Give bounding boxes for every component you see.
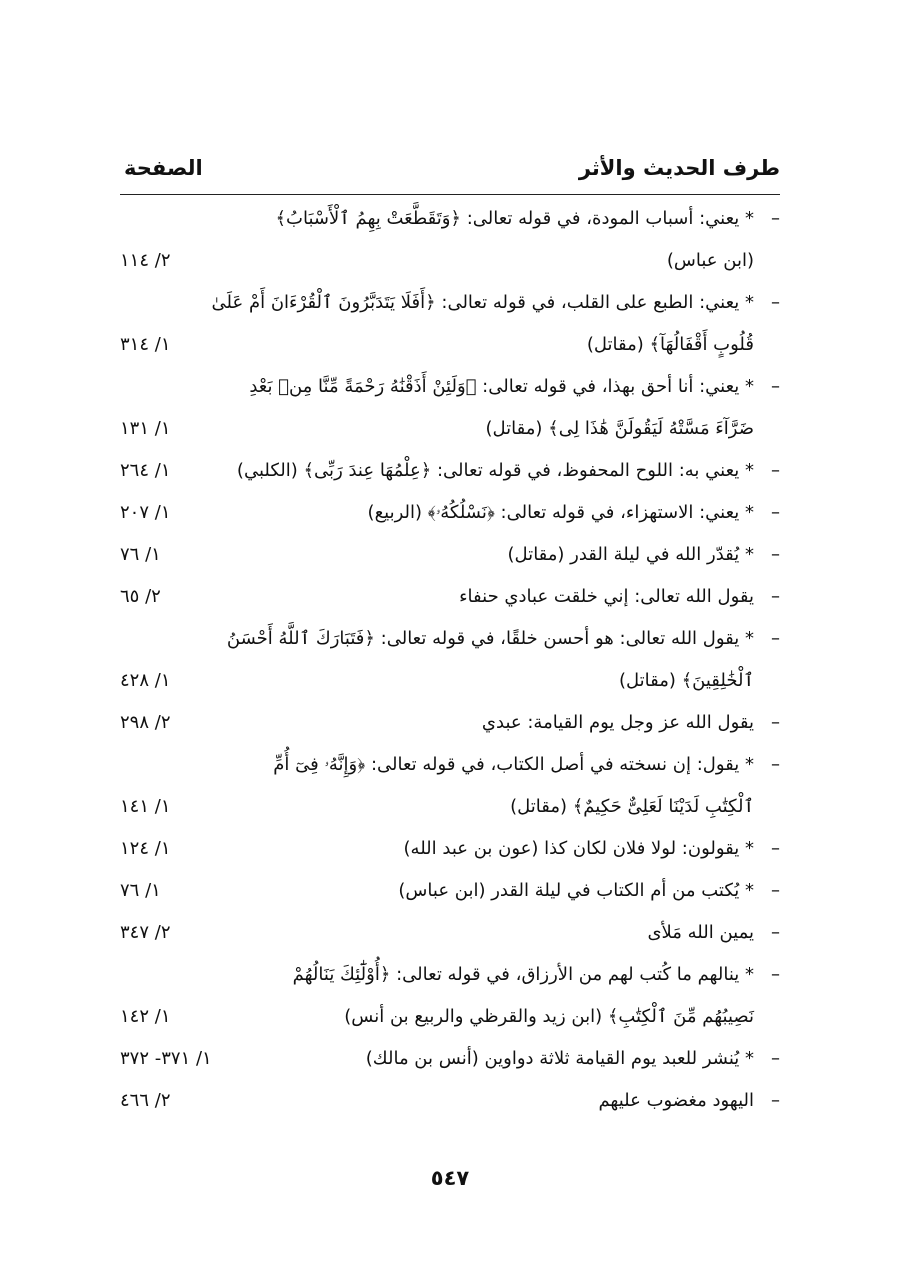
entry-page-ref: ١/ ٣٧١- ٣٧٢ (120, 1048, 212, 1069)
index-entry (120, 870, 780, 912)
entry-text: * يعني: الاستهزاء، في قوله تعالى: ﴿نَسْلُكُهُۥ﴾ (الربيع) (367, 502, 754, 523)
index-entry (120, 1038, 780, 1080)
page-header (120, 150, 780, 190)
entry-text: * يُقدّر الله في ليلة القدر (مقاتل) (507, 544, 754, 565)
entry-page-ref: ١/ ٢٠٧ (120, 502, 171, 523)
index-entry (120, 366, 780, 450)
entry-line (120, 828, 780, 870)
entry-dash: – (771, 628, 780, 649)
index-entry (120, 198, 780, 282)
index-entry (120, 492, 780, 534)
entry-dash: – (771, 712, 780, 733)
entry-text: اليهود مغضوب عليهم (598, 1090, 754, 1111)
entry-text: * ينالهم ما كُتب لهم من الأرزاق، في قوله تعالى: ﴿أُوْلَٰٓئِكَ يَنَالُهُمْ (292, 964, 754, 985)
entry-dash: – (771, 964, 780, 985)
header-rule (120, 194, 780, 195)
entry-dash: – (771, 502, 780, 523)
entry-line (120, 324, 780, 366)
entry-page-ref: ١/ ٣١٤ (120, 334, 171, 355)
entry-line (120, 366, 780, 408)
entry-text: * يقولون: لولا فلان لكان كذا (عون بن عبد الله) (403, 838, 754, 859)
entry-page-ref: ١/ ٧٦ (120, 880, 161, 901)
entry-text: * يعني: أسباب المودة، في قوله تعالى: ﴿وَتَقَطَّعَتْ بِهِمُ ٱلْأَسْبَابُ﴾ (275, 208, 754, 229)
index-entry (120, 618, 780, 702)
entry-text: قُلُوبٍ أَقْفَالُهَآ﴾ (مقاتل) (586, 334, 754, 355)
entry-dash: – (771, 586, 780, 607)
entry-text: نَصِيبُهُم مِّنَ ٱلْكِتَٰبِ﴾ (ابن زيد والقرظي والربيع بن أنس) (344, 1006, 754, 1027)
entry-text: * يعني: أنا أحق بهذا، في قوله تعالى: ﴿وَلَئِنْ أَذَقْنَٰهُ رَحْمَةً مِّنَّا مِنۢ بَعْدِ (249, 376, 754, 397)
entry-line (120, 282, 780, 324)
entry-line (120, 786, 780, 828)
entry-line (120, 1038, 780, 1080)
entry-page-ref: ٢/ ٦٥ (120, 586, 161, 607)
index-list (120, 198, 780, 1122)
entry-text: * يقول: إن نسخته في أصل الكتاب، في قوله تعالى: ﴿وَإِنَّهُۥ فِىٓ أُمِّ (273, 754, 754, 775)
entry-text: يقول الله تعالى: إني خلقت عبادي حنفاء (459, 586, 754, 607)
entry-text: * يعني: الطبع على القلب، في قوله تعالى: ﴿أَفَلَا يَتَدَبَّرُونَ ٱلْقُرْءَانَ أَمْ عَلَىٰ (211, 292, 754, 313)
entry-page-ref: ١/ ١٢٤ (120, 838, 171, 859)
entry-page-ref: ١/ ١٤١ (120, 796, 171, 817)
entry-text: يمين الله مَلأى (647, 922, 754, 943)
entry-dash: – (771, 1090, 780, 1111)
entry-line (120, 198, 780, 240)
entry-text: ٱلْكِتَٰبِ لَدَيْنَا لَعَلِىٌّ حَكِيمٌ﴾ (مقاتل) (510, 796, 754, 817)
entry-text: * يُنشر للعبد يوم القيامة ثلاثة دواوين (أنس بن مالك) (365, 1048, 754, 1069)
entry-line (120, 408, 780, 450)
entry-dash: – (771, 376, 780, 397)
entry-dash: – (771, 292, 780, 313)
index-entry (120, 828, 780, 870)
entry-line (120, 618, 780, 660)
entry-page-ref: ٢/ ٣٤٧ (120, 922, 171, 943)
entry-text: * يقول الله تعالى: هو أحسن خلقًا، في قوله تعالى: ﴿فَتَبَارَكَ ٱللَّهُ أَحْسَنُ (226, 628, 754, 649)
column-title-hadith: طرف الحديث والأثر (578, 156, 780, 180)
index-entry (120, 282, 780, 366)
column-title-page: الصفحة (124, 156, 203, 180)
index-entry (120, 450, 780, 492)
entry-page-ref: ٢/ ٤٦٦ (120, 1090, 171, 1111)
page-number: ٥٤٧ (430, 1166, 470, 1190)
entry-text: ضَرَّآءَ مَسَّتْهُ لَيَقُولَنَّ هَٰذَا لِى﴾ (مقاتل) (485, 418, 754, 439)
entry-line (120, 702, 780, 744)
entry-line (120, 870, 780, 912)
entry-line (120, 240, 780, 282)
entry-line (120, 660, 780, 702)
entry-line (120, 996, 780, 1038)
entry-page-ref: ١/ ٧٦ (120, 544, 161, 565)
entry-line (120, 1080, 780, 1122)
index-entry (120, 744, 780, 828)
entry-line (120, 450, 780, 492)
index-entry (120, 702, 780, 744)
entry-text: (ابن عباس) (666, 250, 754, 271)
index-entry (120, 954, 780, 1038)
entry-dash: – (771, 544, 780, 565)
entry-dash: – (771, 880, 780, 901)
entry-text: * يُكتب من أم الكتاب في ليلة القدر (ابن عباس) (398, 880, 754, 901)
entry-dash: – (771, 208, 780, 229)
entry-line (120, 744, 780, 786)
entry-dash: – (771, 922, 780, 943)
entry-page-ref: ١/ ٢٦٤ (120, 460, 171, 481)
entry-page-ref: ١/ ١٤٢ (120, 1006, 171, 1027)
entry-page-ref: ٢/ ٢٩٨ (120, 712, 171, 733)
index-entry (120, 576, 780, 618)
entry-page-ref: ١/ ١٣١ (120, 418, 171, 439)
entry-dash: – (771, 460, 780, 481)
entry-dash: – (771, 838, 780, 859)
entry-line (120, 954, 780, 996)
entry-page-ref: ١/ ٤٢٨ (120, 670, 171, 691)
entry-line (120, 912, 780, 954)
entry-text: ٱلْخَٰلِقِينَ﴾ (مقاتل) (618, 670, 754, 691)
entry-text: يقول الله عز وجل يوم القيامة: عبدي (481, 712, 754, 733)
entry-text: * يعني به: اللوح المحفوظ، في قوله تعالى: ﴿عِلْمُهَا عِندَ رَبِّى﴾ (الكلبي) (236, 460, 754, 481)
index-entry (120, 912, 780, 954)
index-entry (120, 534, 780, 576)
entry-page-ref: ٢/ ١١٤ (120, 250, 171, 271)
entry-dash: – (771, 1048, 780, 1069)
index-entry (120, 1080, 780, 1122)
entry-line (120, 492, 780, 534)
entry-dash: – (771, 754, 780, 775)
entry-line (120, 534, 780, 576)
entry-line (120, 576, 780, 618)
